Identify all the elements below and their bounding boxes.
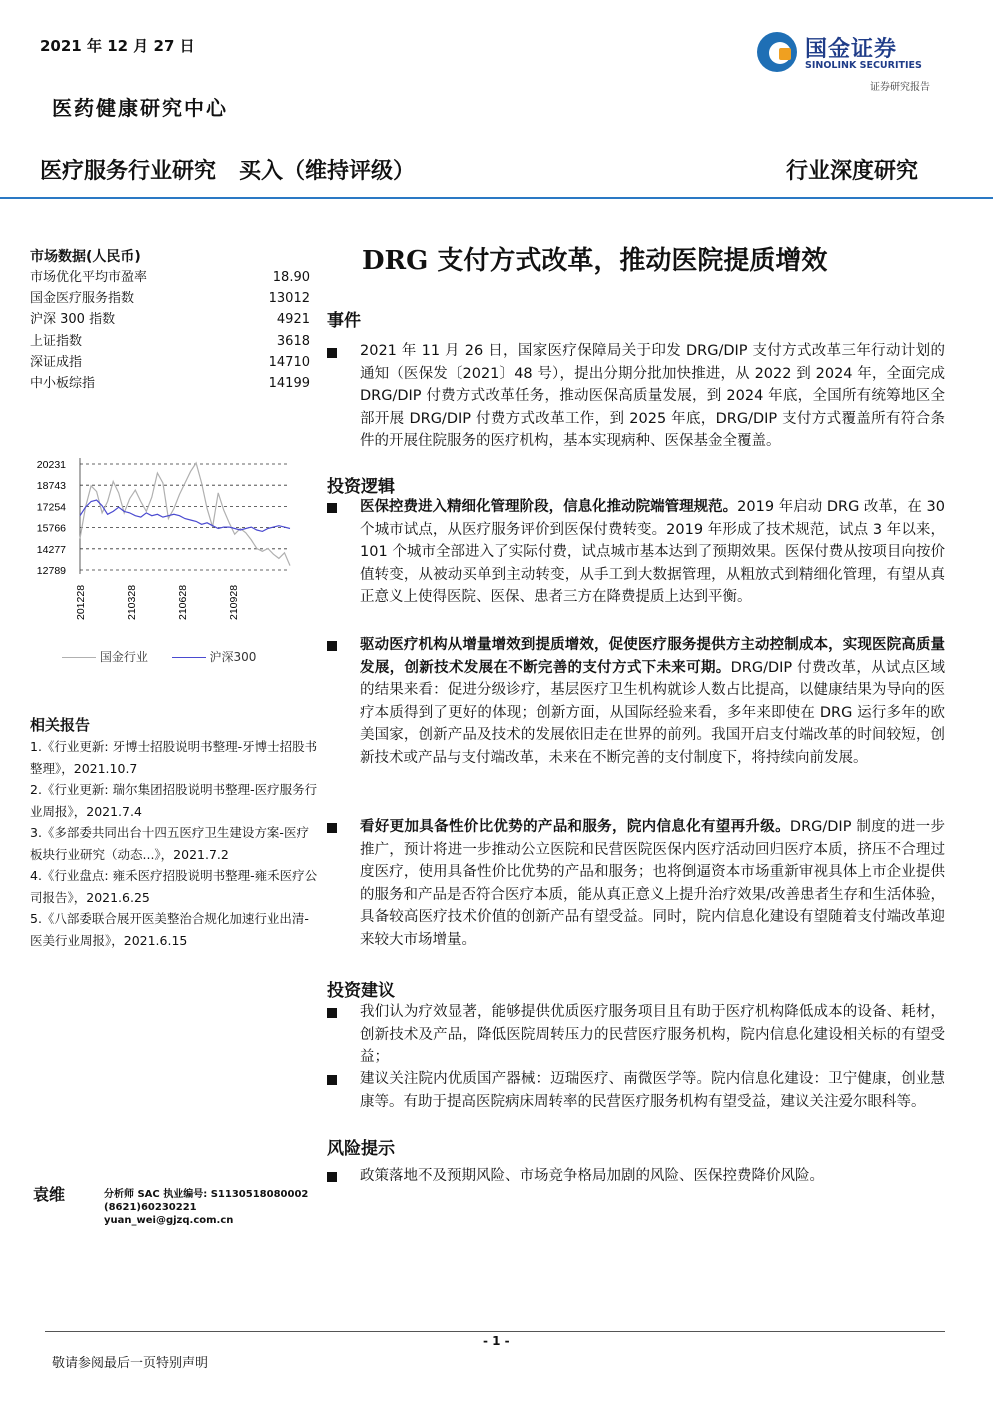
- x-tick-label: 210328: [126, 584, 138, 620]
- x-tick-label: 201228: [75, 584, 87, 620]
- report-link[interactable]: 3.《多部委共同出台十四五医疗卫生建设方案-医疗板块行业研究（动态...》，2021.7.2: [30, 825, 309, 862]
- y-tick-label: 15766: [36, 522, 66, 535]
- market-row: 深证成指 14710: [30, 354, 310, 370]
- legend-swatch-industry: [62, 657, 96, 658]
- analyst-email[interactable]: yuan_wei@gjzq.com.cn: [104, 1215, 234, 1226]
- report-link[interactable]: 1.《行业更新: 牙博士招股说明书整理-牙博士招股书整理》，2021.10.7: [30, 739, 318, 776]
- market-row: 国金医疗服务指数 13012: [30, 291, 310, 307]
- header-divider: [0, 197, 993, 199]
- index-line-chart: [28, 450, 298, 630]
- bullet-icon: [327, 348, 337, 358]
- y-tick-label: 14277: [36, 543, 66, 556]
- report-link[interactable]: 2.《行业更新: 瑞尔集团招股说明书整理-医疗服务行业周报》，2021.7.4: [30, 782, 318, 819]
- logic-paragraph-3: 看好更加具备性价比优势的产品和服务，院内信息化有望再升级。DRG/DIP 制度的进一步推广，预计将进一步推动公立医院和民营医院医保内医疗活动回归医疗本质，挤压不合理过度医疗，使用具备性价比优势的产品和服务；也将倒逼资本市场重新审视具体上市企业提供的服务和产品是否符合医疗本质，能从真正意义上提升治疗效果/改善患者生存和生活体验，具备较高医疗技术价值的创新产品有望受益。同时，院内信息化建设有望随着支付端改革迎来较大市场增量。: [360, 819, 946, 948]
- y-tick-label: 12789: [36, 565, 66, 577]
- section-event: 事件: [327, 311, 361, 331]
- footer-divider: [45, 1331, 945, 1332]
- legend-industry: 国金行业: [99, 650, 148, 664]
- event-paragraph: 2021 年 11 月 26 日，国家医疗保障局关于印发 DRG/DIP 支付方式改革三年行动计划的通知（医保发〔2021〕48 号），提出分期分批加快推进，从 2022 到 2024 年，全面完成 DRG/DIP 付费方式改革任务，推动医保高质量发展，到 2024 年底，全国所有统筹地区全部开展 DRG/DIP 付费方式改革工作，到 2025 年底，DRG/DIP 支付方式覆盖所有符合条件的开展住院服务的医疗机构，基本实现病种、医保基金全覆盖。: [360, 343, 945, 449]
- legend-swatch-hs300: [172, 657, 206, 658]
- market-row: 市场优化平均市盈率 18.90: [30, 270, 310, 285]
- logo-emblem-icon: [757, 32, 797, 72]
- bullet-icon: [327, 503, 337, 513]
- related-reports-list: [30, 736, 320, 951]
- market-row: 沪深 300 指数 4921: [30, 312, 310, 328]
- y-tick-label: 20231: [36, 459, 66, 471]
- series-line-hs300: [80, 500, 290, 531]
- footer-disclaimer: 敬请参阅最后一页特别声明: [52, 1356, 209, 1371]
- analyst-phone: (8621)60230221: [104, 1202, 197, 1213]
- logo-en-text: SINOLINK SECURITIES: [805, 60, 922, 71]
- report-link[interactable]: 4.《行业盘点: 雍禾医疗招股说明书整理-雍禾医疗公司报告》，2021.6.25: [30, 868, 318, 905]
- logic-paragraph-2: 驱动医疗机构从增量增效到提质增效，促使医疗服务提供方主动控制成本，实现医院高质量发展，创新技术发展在不断完善的支付方式下未来可期。DRG/DIP 付费改革，从试点区域的结果来看：促进分级诊疗，基层医疗卫生机构就诊人数占比提高，以健康结果为导向的医疗本质得到了更好的体现；创新方面，从国际经验来看，多年来即使在 DRG 运行多年的欧美国家，创新产品及技术的发展依旧走在世界的前列。我国开启支付端改革的时间较短，创新技术或产品与支付端改革，未来在不断完善的支付制度下，将持续向前发展。: [360, 637, 946, 766]
- advice-paragraph-2: 建议关注院内优质国产器械：迈瑞医疗、南微医学等。院内信息化建设：卫宁健康，创业慧康等。有助于提高医院病床周转率的民营医疗服务机构有望受益，建议关注爱尔眼科等。: [360, 1071, 945, 1110]
- analyst-sac: 分析师 SAC 执业编号: S1130518080002: [104, 1189, 309, 1200]
- related-reports-title: 相关报告: [30, 716, 91, 734]
- legend-hs300: 沪深300: [209, 650, 257, 664]
- industry-rating: 医疗服务行业研究 买入（维持评级）: [40, 159, 415, 184]
- logo-cn-text: 国金证券: [805, 37, 898, 62]
- y-tick-label: 17254: [36, 501, 66, 514]
- research-center: 医药健康研究中心: [52, 96, 228, 120]
- y-tick-label: 18743: [36, 480, 66, 493]
- section-advice: 投资建议: [327, 981, 395, 1001]
- report-date: 2021 年 12 月 27 日: [40, 37, 195, 55]
- bullet-icon: [327, 1172, 337, 1182]
- section-logic: 投资逻辑: [327, 477, 395, 497]
- x-tick-label: 210928: [228, 584, 240, 620]
- risk-paragraph: 政策落地不及预期风险、市场竞争格局加剧的风险、医保控费降价风险。: [360, 1168, 824, 1184]
- chart-legend: [62, 648, 256, 665]
- page-number: - 1 -: [483, 1334, 510, 1348]
- x-tick-label: 210628: [177, 584, 189, 620]
- bullet-icon: [327, 823, 337, 833]
- market-data-title: 市场数据(人民币): [30, 249, 141, 265]
- market-row: 上证指数 3618: [30, 333, 310, 349]
- report-category: 证券研究报告: [870, 82, 930, 93]
- section-risk: 风险提示: [327, 1139, 395, 1159]
- market-data-table: [30, 267, 310, 394]
- bullet-icon: [327, 641, 337, 651]
- analyst-info: [104, 1188, 308, 1227]
- report-title: DRG 支付方式改革，推动医院提质增效: [362, 246, 828, 276]
- advice-paragraph-1: 我们认为疗效显著，能够提供优质医疗服务项目且有助于医疗机构降低成本的设备、耗材，创新技术及产品，降低医院周转压力的民营医疗服务机构，院内信息化建设相关标的有望受益；: [360, 1004, 945, 1065]
- logic-paragraph-1: 医保控费进入精细化管理阶段，信息化推动院端管理规范。2019 年启动 DRG 改革，在 30 个城市试点，从医疗服务评价到医保付费转变。2019 年形成了技术规范，试点 3 年以来，101 个城市全部进入了实际付费，试点城市基本达到了预期效果。医保付费从按项目向按价值转变，从被动买单到主动转变，从手工到大数据管理，从粗放式到精细化管理，有望从真正意义上使得医院、医保、患者三方在降费提质上达到平衡。: [360, 499, 946, 605]
- bullet-icon: [327, 1075, 337, 1085]
- market-row: 中小板综指 14199: [30, 375, 310, 391]
- report-type: 行业深度研究: [786, 158, 919, 184]
- series-line-industry: [80, 463, 290, 566]
- bullet-icon: [327, 1008, 337, 1018]
- report-link[interactable]: 5.《八部委联合展开医美整治合规化加速行业出清-医美行业周报》，2021.6.15: [30, 911, 309, 948]
- analyst-name: 袁维: [33, 1185, 66, 1204]
